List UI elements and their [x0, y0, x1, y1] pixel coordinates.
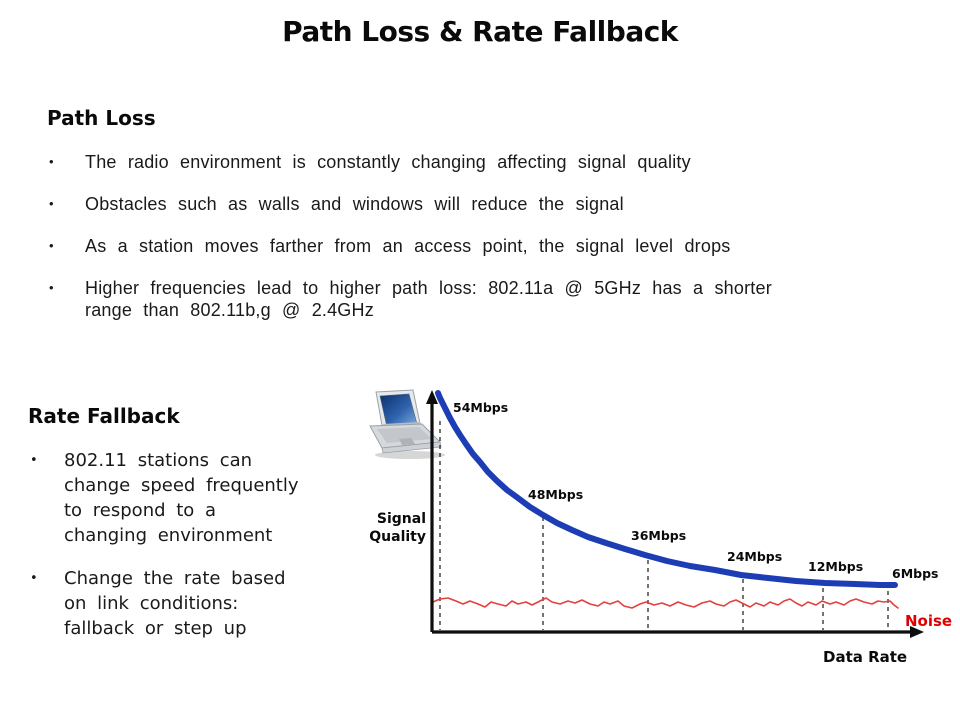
bullet-text: The radio environment is constantly changing affecting signal quality — [85, 152, 691, 172]
y-axis-label-line2: Quality — [369, 529, 426, 545]
rate-label-54Mbps: 54Mbps — [453, 400, 509, 415]
bullet-dot: • — [30, 571, 38, 586]
bullet-text: Higher frequencies lead to higher path loss: 802.11a @ 5GHz has a shorter range than 802.11b,g @ 2.4GHz — [85, 278, 772, 320]
bullet-text: Obstacles such as walls and windows will reduce the signal — [85, 194, 624, 214]
section-rate-fallback — [28, 404, 358, 659]
signal-quality-curve — [438, 393, 895, 585]
path-loss-bullet-list — [47, 151, 907, 321]
rate-fallback-chart — [360, 380, 960, 680]
rate-label-24Mbps: 24Mbps — [727, 549, 783, 564]
list-item — [47, 277, 907, 321]
bullet-text: Change the rate based on link conditions: fallback or step up — [64, 568, 286, 639]
rate-label-48Mbps: 48Mbps — [528, 487, 584, 502]
bullet-dot: • — [49, 238, 54, 253]
list-item — [47, 151, 907, 173]
x-axis-label: Data Rate — [823, 648, 908, 666]
path-loss-heading: Path Loss — [47, 106, 156, 130]
rate-fallback-heading: Rate Fallback — [28, 404, 180, 428]
bullet-dot: • — [30, 453, 38, 468]
bullet-dot: • — [49, 154, 54, 169]
list-item — [47, 193, 907, 215]
list-item — [28, 566, 358, 641]
noise-floor — [433, 598, 898, 608]
bullet-dot: • — [49, 280, 54, 295]
rate-label-36Mbps: 36Mbps — [631, 528, 687, 543]
rate-label-6Mbps: 6Mbps — [892, 566, 939, 581]
y-axis-label-line1: Signal — [376, 511, 426, 527]
bullet-text: As a station moves farther from an access point, the signal level drops — [85, 236, 731, 256]
rate-label-12Mbps: 12Mbps — [808, 559, 864, 574]
list-item — [47, 235, 907, 257]
rate-fallback-bullet-list — [28, 448, 358, 641]
page-title: Path Loss & Rate Fallback — [282, 15, 678, 48]
list-item — [28, 448, 358, 548]
bullet-text: 802.11 stations can change speed frequently to respond to a changing environment — [64, 450, 299, 546]
bullet-dot: • — [49, 196, 54, 211]
section-path-loss — [47, 106, 907, 341]
noise-label: Noise — [905, 612, 953, 630]
chart-svg — [360, 380, 960, 680]
